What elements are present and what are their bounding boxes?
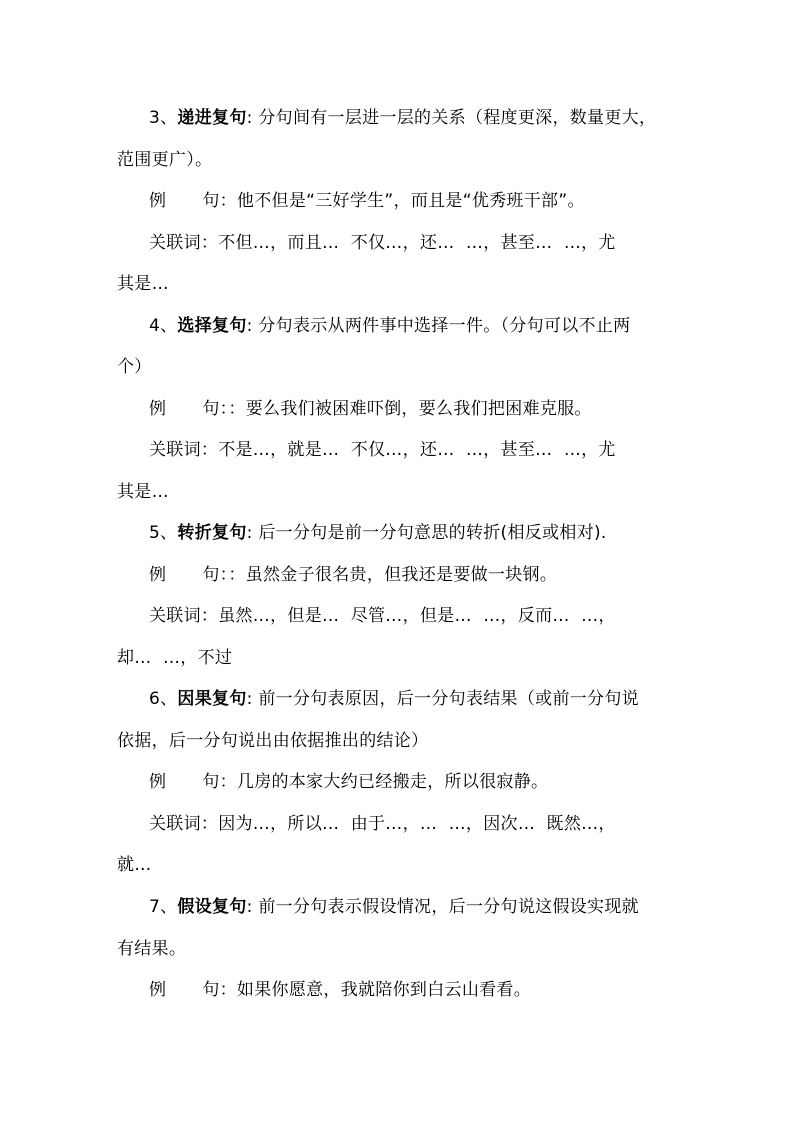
definition-text: 前一分句表示假设情况，后一分句说这假设实现就	[258, 897, 639, 917]
section-5-connectives: 关联词：虽然…，但是… 尽管…，但是… …，反而… …，	[149, 606, 616, 626]
example-text: 几房的本家大约已经搬走，所以很寂静。	[236, 772, 549, 792]
section-5-definition: 5、转折复句: 后一分句是前一分句意思的转折(相反或相对).	[149, 523, 607, 543]
example-text: ：虽然金子很名贵，但我还是要做一块钢。	[228, 565, 558, 585]
connectives-text: 不是…，就是… 不仅…，还… …，甚至… …，尤	[218, 440, 616, 460]
section-title: 选择复句	[177, 316, 247, 336]
section-3-definition: 3、递进复句: 分句间有一层进一层的关系（程度更深，数量更大，	[149, 108, 657, 128]
section-3-definition-cont: 范围更广）。	[117, 150, 213, 170]
section-title: 转折复句	[177, 523, 247, 543]
section-6-connectives-cont: 就…	[117, 855, 152, 875]
definition-text: 后一分句是前一分句意思的转折(相反或相对).	[258, 523, 607, 543]
connectives-text: 虽然…，但是… 尽管…，但是… …，反而… …，	[218, 606, 616, 626]
section-3-connectives: 关联词：不但…，而且… 不仅…，还… …，甚至… …，尤	[149, 233, 616, 253]
definition-text: 分句表示从两件事中选择一件。（分句可以不止两	[258, 316, 631, 336]
section-title: 假设复句	[177, 897, 247, 917]
section-5-connectives-cont: 却… …，不过	[117, 648, 233, 668]
section-7-example: 例 句：如果你愿意，我就陪你到白云山看看。	[149, 980, 532, 1000]
section-5-example: 例 句：：虽然金子很名贵，但我还是要做一块钢。	[149, 565, 558, 585]
section-number: 5、	[149, 523, 178, 543]
example-text: 如果你愿意，我就陪你到白云山看看。	[236, 980, 532, 1000]
section-number: 3、	[149, 108, 178, 128]
section-3-connectives-cont: 其是…	[117, 274, 169, 294]
section-4-connectives-cont: 其是…	[117, 482, 169, 502]
section-6-definition-cont: 依据，后一分句说出由依据推出的结论）	[117, 731, 429, 751]
section-7-definition-cont: 有结果。	[117, 939, 187, 959]
section-4-definition-cont: 个）	[117, 357, 152, 377]
example-text: 他不但是“三好学生”，而且是“优秀班干部”。	[236, 191, 585, 211]
section-3-example: 例 句：他不但是“三好学生”，而且是“优秀班干部”。	[149, 191, 585, 211]
section-number: 7、	[149, 897, 178, 917]
example-text: ：要么我们被困难吓倒，要么我们把困难克服。	[228, 399, 592, 419]
connectives-text: 不但…，而且… 不仅…，还… …，甚至… …，尤	[218, 233, 616, 253]
section-6-definition: 6、因果复句: 前一分句表原因，后一分句表结果（或前一分句说	[149, 689, 639, 709]
section-6-connectives: 关联词：因为…，所以… 由于…，… …，因次… 既然…，	[149, 814, 616, 834]
section-4-definition: 4、选择复句: 分句表示从两件事中选择一件。（分句可以不止两	[149, 316, 631, 336]
section-6-example: 例 句：几房的本家大约已经搬走，所以很寂静。	[149, 772, 549, 792]
section-number: 4、	[149, 316, 178, 336]
definition-text: 前一分句表原因，后一分句表结果（或前一分句说	[258, 689, 639, 709]
definition-text: 分句间有一层进一层的关系（程度更深，数量更大，	[258, 108, 657, 128]
section-number: 6、	[149, 689, 178, 709]
connectives-text: 因为…，所以… 由于…，… …，因次… 既然…，	[218, 814, 616, 834]
section-title: 递进复句	[177, 108, 247, 128]
section-7-definition: 7、假设复句: 前一分句表示假设情况，后一分句说这假设实现就	[149, 897, 639, 917]
section-4-connectives: 关联词：不是…，就是… 不仅…，还… …，甚至… …，尤	[149, 440, 616, 460]
section-title: 因果复句	[177, 689, 247, 709]
section-4-example: 例 句：：要么我们被困难吓倒，要么我们把困难克服。	[149, 399, 592, 419]
